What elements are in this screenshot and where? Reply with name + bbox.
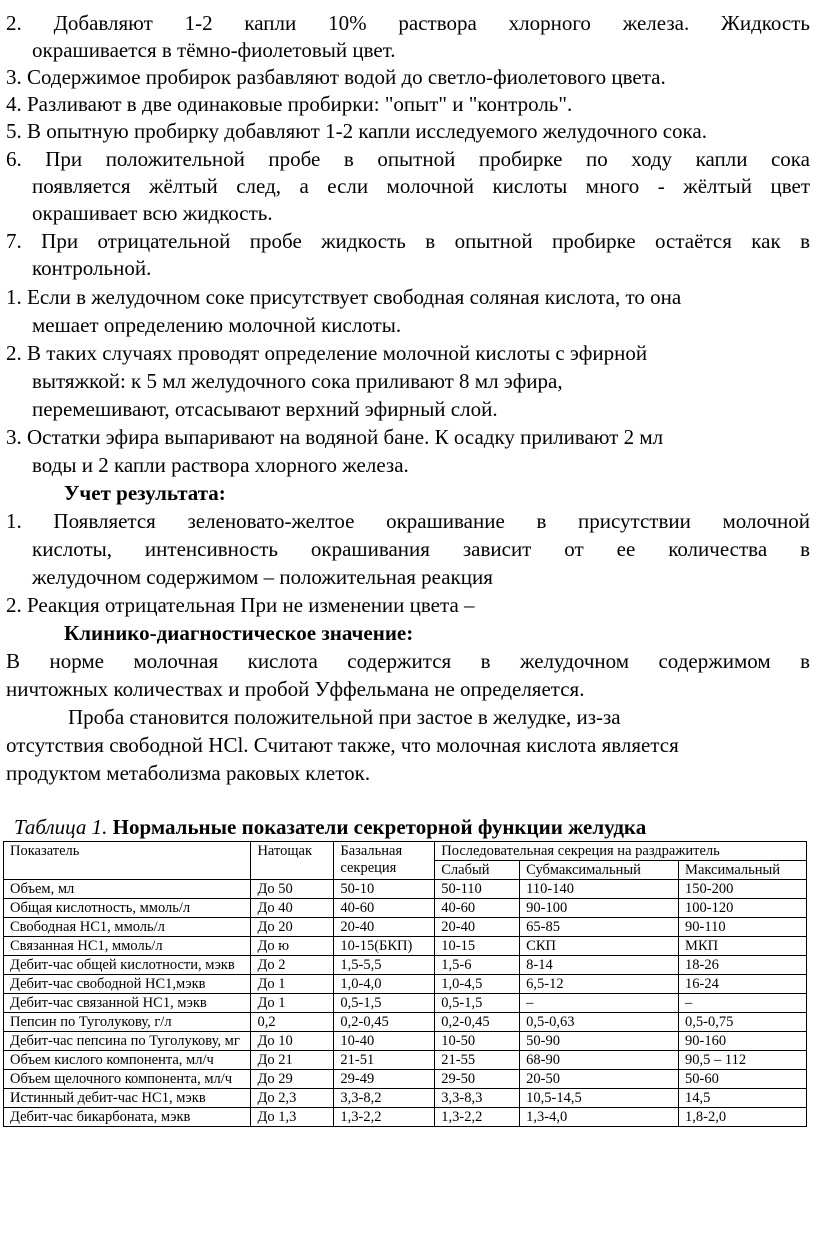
cell-indicator: Объем щелочного компонента, мл/ч	[4, 1070, 251, 1089]
cell-basal: 50-10	[334, 880, 435, 899]
cell-indicator: Объем, мл	[4, 880, 251, 899]
cell-submaximal: 20-50	[520, 1070, 679, 1089]
secretion-table	[3, 841, 807, 1127]
cell-fasting: До 40	[251, 899, 334, 918]
cell-fasting: До 10	[251, 1032, 334, 1051]
cell-weak: 3,3-8,3	[435, 1089, 520, 1108]
text-line: 4. Разливают в две одинаковые пробирки: "опыт" и "контроль".	[6, 92, 573, 116]
cell-weak: 50-110	[435, 880, 520, 899]
table-caption-title: Нормальные показатели секреторной функции желудка	[112, 815, 647, 839]
cell-weak: 1,0-4,5	[435, 975, 520, 994]
table-row	[4, 918, 807, 937]
text-line: 7. При отрицательной пробе жидкость в опытной пробирке остаётся как в	[6, 229, 810, 253]
text-line: кислоты, интенсивность окрашивания зависит от ее количества в	[32, 537, 810, 561]
cell-indicator: Связанная НС1, ммоль/л	[4, 937, 251, 956]
header-basal: Базальная секреция	[334, 842, 435, 880]
header-sequential: Последовательная секреция на раздражитель	[435, 842, 807, 861]
cell-indicator: Дебит-час пепсина по Туголукову, мг	[4, 1032, 251, 1051]
cell-submaximal: СКП	[520, 937, 679, 956]
cell-fasting: До 21	[251, 1051, 334, 1070]
cell-maximal: –	[679, 994, 807, 1013]
cell-indicator: Дебит-час бикарбоната, мэкв	[4, 1108, 251, 1127]
cell-indicator: Дебит-час общей кислотности, мэкв	[4, 956, 251, 975]
cell-submaximal: 50-90	[520, 1032, 679, 1051]
cell-basal: 10-40	[334, 1032, 435, 1051]
cell-fasting: До ю	[251, 937, 334, 956]
table-row	[4, 937, 807, 956]
cell-basal: 1,3-2,2	[334, 1108, 435, 1127]
cell-indicator: Дебит-час связанной НС1, мэкв	[4, 994, 251, 1013]
header-maximal: Максимальный	[679, 861, 807, 880]
cell-submaximal: 8-14	[520, 956, 679, 975]
cell-weak: 29-50	[435, 1070, 520, 1089]
cell-basal: 10-15(БКП)	[334, 937, 435, 956]
text-line: продуктом метаболизма раковых клеток.	[6, 761, 371, 785]
cell-weak: 20-40	[435, 918, 520, 937]
cell-basal: 1,5-5,5	[334, 956, 435, 975]
table-row	[4, 1089, 807, 1108]
table-row	[4, 975, 807, 994]
cell-submaximal: 1,3-4,0	[520, 1108, 679, 1127]
cell-fasting: До 1,3	[251, 1108, 334, 1127]
cell-maximal: 0,5-0,75	[679, 1013, 807, 1032]
cell-fasting: До 50	[251, 880, 334, 899]
cell-maximal: 90,5 – 112	[679, 1051, 807, 1070]
cell-maximal: 14,5	[679, 1089, 807, 1108]
cell-maximal: 50-60	[679, 1070, 807, 1089]
text-line: появляется жёлтый след, а если молочной кислоты много - жёлтый цвет	[32, 174, 810, 198]
table-row	[4, 880, 807, 899]
text-line: В норме молочная кислота содержится в желудочном содержимом в	[6, 649, 810, 673]
text-line: контрольной.	[32, 256, 152, 280]
cell-indicator: Объем кислого компонента, мл/ч	[4, 1051, 251, 1070]
cell-basal: 29-49	[334, 1070, 435, 1089]
cell-basal: 0,2-0,45	[334, 1013, 435, 1032]
table-row	[4, 1051, 807, 1070]
table-row	[4, 1013, 807, 1032]
cell-submaximal: 110-140	[520, 880, 679, 899]
cell-maximal: 18-26	[679, 956, 807, 975]
cell-submaximal: 6,5-12	[520, 975, 679, 994]
table-row	[4, 1108, 807, 1127]
cell-basal: 20-40	[334, 918, 435, 937]
cell-submaximal: 68-90	[520, 1051, 679, 1070]
cell-fasting: До 1	[251, 994, 334, 1013]
table-row	[4, 1070, 807, 1089]
cell-basal: 21-51	[334, 1051, 435, 1070]
cell-weak: 10-15	[435, 937, 520, 956]
text-line: 3. Остатки эфира выпаривают на водяной бане. К осадку приливают 2 мл	[6, 425, 664, 449]
cell-indicator: Свободная НС1, ммоль/л	[4, 918, 251, 937]
table-row	[4, 956, 807, 975]
header-weak: Слабый	[435, 861, 520, 880]
cell-basal: 1,0-4,0	[334, 975, 435, 994]
cell-weak: 10-50	[435, 1032, 520, 1051]
cell-maximal: 150-200	[679, 880, 807, 899]
text-line: воды и 2 капли раствора хлорного железа.	[32, 453, 409, 477]
cell-weak: 1,3-2,2	[435, 1108, 520, 1127]
text-line: окрашивает всю жидкость.	[32, 201, 273, 225]
cell-weak: 1,5-6	[435, 956, 520, 975]
text-line: 3. Содержимое пробирок разбавляют водой до светло-фиолетового цвета.	[6, 65, 666, 89]
cell-fasting: До 20	[251, 918, 334, 937]
text-line: желудочном содержимом – положительная реакция	[32, 565, 493, 589]
cell-basal: 3,3-8,2	[334, 1089, 435, 1108]
section-heading: Клинико-диагностическое значение:	[64, 621, 414, 645]
table-row	[4, 994, 807, 1013]
table-caption	[14, 814, 646, 841]
cell-fasting: До 2	[251, 956, 334, 975]
cell-submaximal: 10,5-14,5	[520, 1089, 679, 1108]
text-line: 2. Добавляют 1-2 капли 10% раствора хлорного железа. Жидкость	[6, 11, 810, 35]
cell-weak: 0,2-0,45	[435, 1013, 520, 1032]
header-submaximal: Субмаксимальный	[520, 861, 679, 880]
text-line: 2. Реакция отрицательная При не изменении цвета –	[6, 593, 475, 617]
cell-weak: 40-60	[435, 899, 520, 918]
cell-maximal: 100-120	[679, 899, 807, 918]
cell-maximal: 90-160	[679, 1032, 807, 1051]
text-line: ничтожных количествах и пробой Уффельмана не определяется.	[6, 677, 585, 701]
cell-submaximal: 0,5-0,63	[520, 1013, 679, 1032]
cell-indicator: Общая кислотность, ммоль/л	[4, 899, 251, 918]
cell-fasting: До 29	[251, 1070, 334, 1089]
cell-submaximal: 90-100	[520, 899, 679, 918]
text-line: перемешивают, отсасывают верхний эфирный слой.	[32, 397, 498, 421]
cell-indicator: Пепсин по Туголукову, г/л	[4, 1013, 251, 1032]
text-line: 2. В таких случаях проводят определение молочной кислоты с эфирной	[6, 341, 648, 365]
cell-weak: 0,5-1,5	[435, 994, 520, 1013]
header-indicator: Показатель	[4, 842, 251, 880]
table-row	[4, 1032, 807, 1051]
cell-maximal: МКП	[679, 937, 807, 956]
text-line: вытяжкой: к 5 мл желудочного сока приливают 8 мл эфира,	[32, 369, 563, 393]
cell-maximal: 16-24	[679, 975, 807, 994]
cell-maximal: 1,8-2,0	[679, 1108, 807, 1127]
header-fasting: Натощак	[251, 842, 334, 880]
table-row	[4, 899, 807, 918]
cell-basal: 40-60	[334, 899, 435, 918]
cell-fasting: 0,2	[251, 1013, 334, 1032]
table-header-row	[4, 842, 807, 861]
text-line: окрашивается в тёмно-фиолетовый цвет.	[32, 38, 396, 62]
text-line: отсутствия свободной HCl. Считают также, что молочная кислота является	[6, 733, 679, 757]
cell-maximal: 90-110	[679, 918, 807, 937]
text-line: 1. Появляется зеленовато-желтое окрашивание в присутствии молочной	[6, 509, 810, 533]
text-line: 6. При положительной пробе в опытной пробирке по ходу капли сока	[6, 147, 810, 171]
cell-indicator: Истинный дебит-час НС1, мэкв	[4, 1089, 251, 1108]
cell-weak: 21-55	[435, 1051, 520, 1070]
table-caption-label: Таблица 1.	[14, 815, 108, 839]
cell-indicator: Дебит-час свободной НС1,мэкв	[4, 975, 251, 994]
text-line: Проба становится положительной при застое в желудке, из-за	[68, 705, 621, 729]
text-line: 1. Если в желудочном соке присутствует свободная соляная кислота, то она	[6, 285, 682, 309]
cell-fasting: До 1	[251, 975, 334, 994]
text-line: 5. В опытную пробирку добавляют 1-2 капли исследуемого желудочного сока.	[6, 119, 707, 143]
cell-fasting: До 2,3	[251, 1089, 334, 1108]
text-line: мешает определению молочной кислоты.	[32, 313, 402, 337]
section-heading: Учет результата:	[64, 481, 226, 505]
cell-submaximal: 65-85	[520, 918, 679, 937]
cell-submaximal: –	[520, 994, 679, 1013]
cell-basal: 0,5-1,5	[334, 994, 435, 1013]
